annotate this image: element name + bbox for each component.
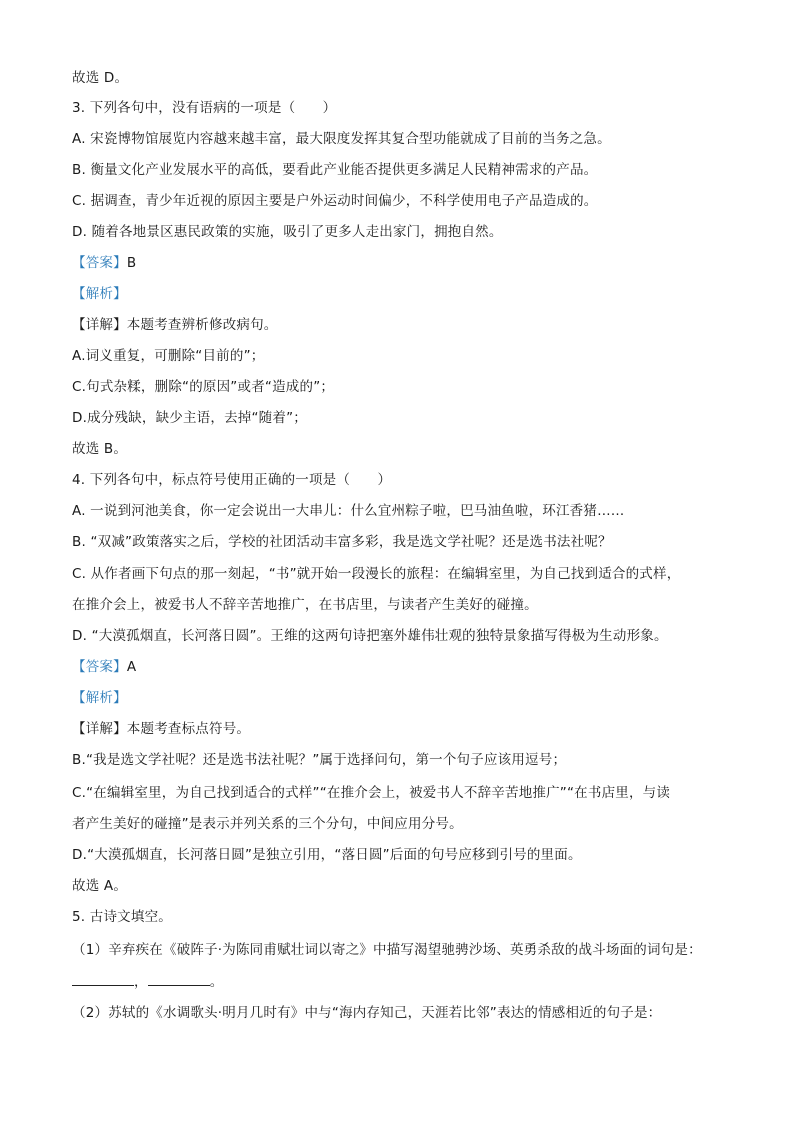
analysis-line [72,284,754,304]
question-5-stem: 5. 古诗文填空。 [72,909,172,925]
answer-blanks [72,971,754,992]
option-b: B. “双减”政策落实之后，学校的社团活动丰富多彩，我是选文学社呢？还是选书法社呢？ [72,534,612,550]
option-d: D. 随着各地景区惠民政策的实施，吸引了更多人走出家门，拥抱自然。 [72,224,503,240]
option-a: A. 一说到河池美食，你一定会说出一大串儿：什么宜州粽子啦，巴马油鱼啦，环江香猪…… [72,503,625,519]
text-line: D.“大漠孤烟直，长河落日圆”是独立引用，“落日圆”后面的句号应移到引号的里面。 [72,847,582,863]
detail-line: 【详解】本题考查标点符号。 [72,721,251,737]
answer-tag: 【答案】 [72,255,127,271]
analysis-tag: 【解析】 [72,286,127,302]
option-b: B. 衡量文化产业发展水平的高低，要看此产业能否提供更多满足人民精神需求的产品。 [72,162,598,178]
text-line: 故选 D。 [72,70,129,86]
question-4-stem: 4. 下列各句中，标点符号使用正确的一项是（ ） [72,472,392,488]
separator: ， [134,974,148,990]
detail-line: 【详解】本题考查辨析修改病句。 [72,317,278,333]
answer-line [72,253,754,273]
option-a: A. 宋瓷博物馆展览内容越来越丰富，最大限度发挥其复合型功能就成了目前的当务之急。 [72,131,611,147]
fill-blank-2: （2）苏轼的《水调歌头·明月几时有》中与“海内存知己，天涯若比邻”表达的情感相近的句子是： [72,1005,662,1021]
option-c: C. 从作者画下句点的那一刻起，“书”就开始一段漫长的旅程：在编辑室里，为自己找到适合的式样， [72,566,681,582]
answer-value: A [126,659,137,675]
text-line: 故选 A。 [72,878,128,894]
option-c-cont: 在推介会上，被爱书人不辞辛苦地推广，在书店里，与读者产生美好的碰撞。 [72,597,538,613]
text-line: A.词义重复，可删除“目前的”； [72,348,265,364]
text-line: C.“在编辑室里，为自己找到适合的式样”“在推介会上，被爱书人不辞辛苦地推广”“在书店里，与读 [72,785,671,801]
text-line: D.成分残缺，缺少主语，去掉“随着”； [72,410,307,426]
text-line: C.句式杂糅，删除“的原因”或者“造成的”； [72,379,335,395]
option-c: C. 据调查，青少年近视的原因主要是户外运动时间偏少，不科学使用电子产品造成的。 [72,193,598,209]
question-3-stem: 3. 下列各句中，没有语病的一项是（ ） [72,100,337,116]
answer-tag: 【答案】 [72,659,127,675]
blank-field [72,971,134,986]
answer-value: B [126,255,137,271]
analysis-tag: 【解析】 [72,690,127,706]
blank-field [148,971,210,986]
fill-blank-1: （1）辛弃疾在《破阵子·为陈同甫赋壮词以寄之》中描写渴望驰骋沙场、英勇杀敌的战斗场面的词句是： [72,942,702,958]
option-d: D. “大漠孤烟直，长河落日圆”。王维的这两句诗把塞外雄伟壮观的独特景象描写得极为生动形象。 [72,628,668,644]
text-line: 者产生美好的碰撞”是表示并列关系的三个分句，中间应用分号。 [72,816,463,832]
terminator: 。 [209,974,224,990]
text-line: B.“我是选文学社呢？还是选书法社呢？”属于选择问句，第一个句子应该用逗号； [72,752,567,768]
analysis-line [72,688,754,708]
text-line: 故选 B。 [72,441,128,457]
answer-line [72,657,754,677]
